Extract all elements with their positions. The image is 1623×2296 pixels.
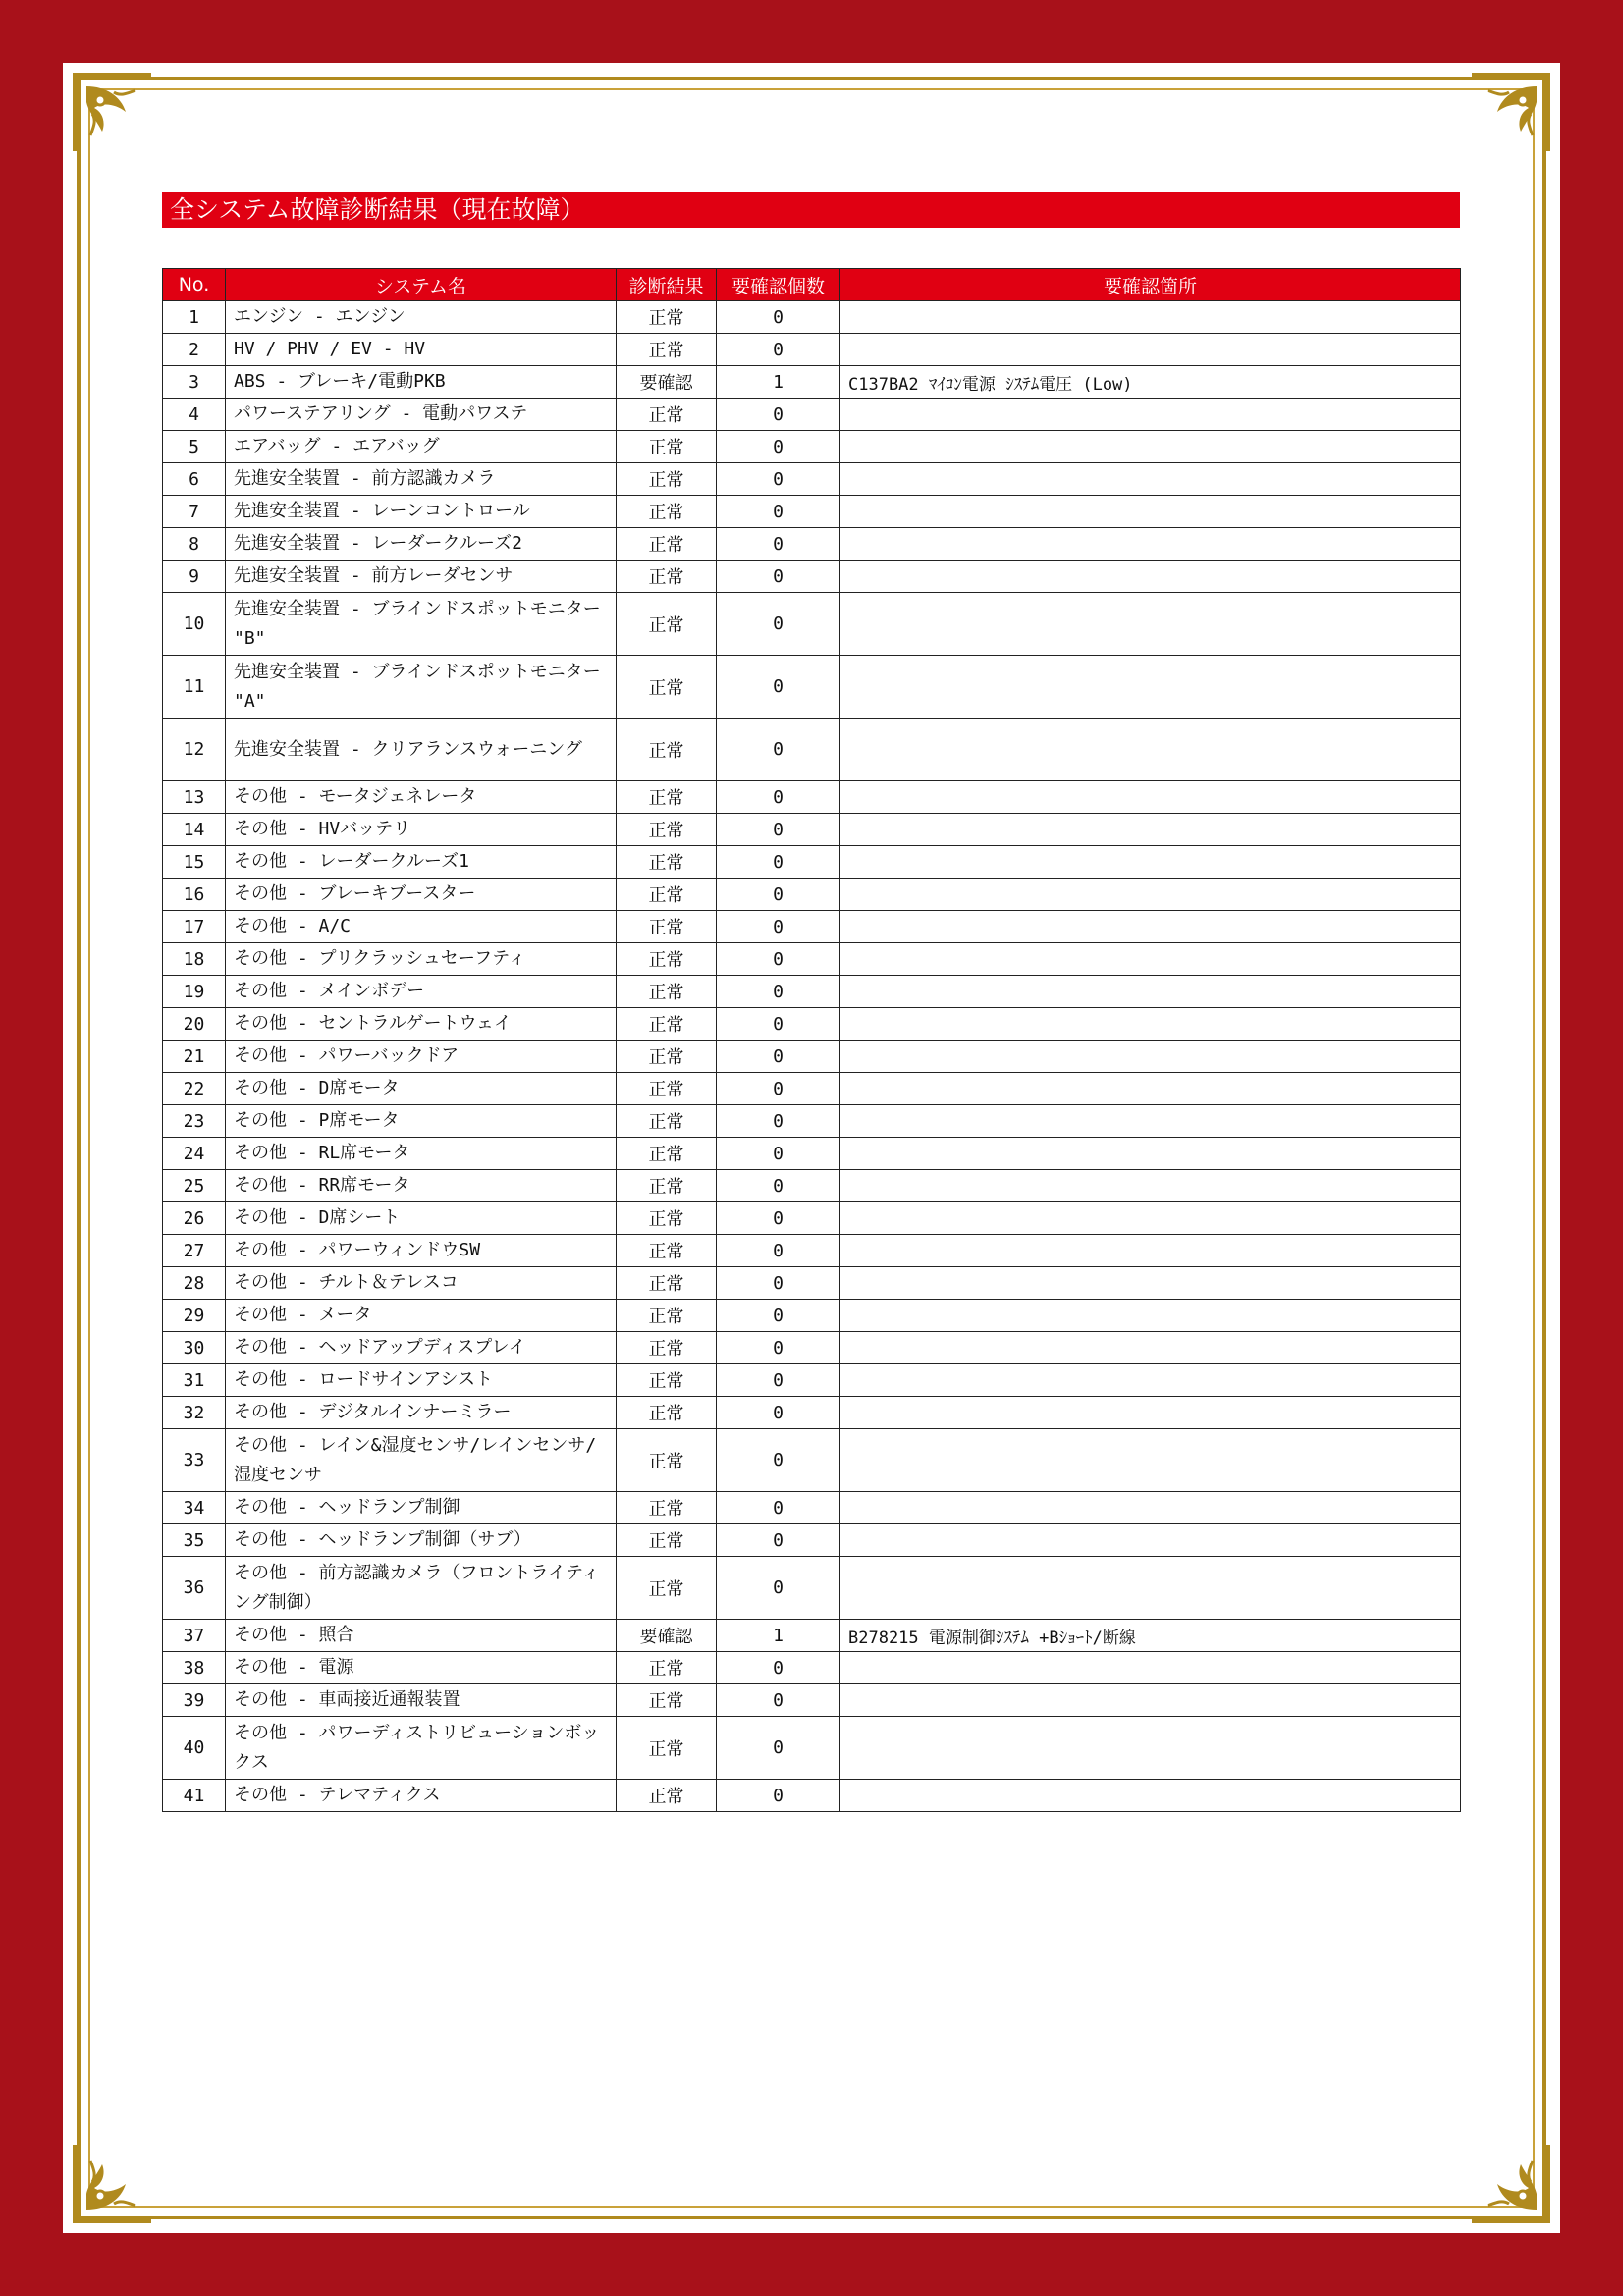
row-check-count: 0 — [717, 1235, 840, 1267]
row-check-count: 0 — [717, 1008, 840, 1041]
row-check-detail — [840, 1524, 1461, 1557]
table-row — [163, 879, 1461, 911]
row-check-detail — [840, 593, 1461, 656]
table-row — [163, 301, 1461, 334]
row-no: 37 — [163, 1620, 226, 1652]
row-check-count: 0 — [717, 719, 840, 781]
table-row — [163, 719, 1461, 781]
row-check-detail: C137BA2 ﾏｲｺﾝ電源 ｼｽﾃﾑ電圧 (Low) — [840, 366, 1461, 399]
table-row — [163, 1041, 1461, 1073]
row-check-detail — [840, 1364, 1461, 1397]
row-no: 31 — [163, 1364, 226, 1397]
row-no: 8 — [163, 528, 226, 561]
row-diagnosis-result: 正常 — [617, 1429, 717, 1492]
row-no: 17 — [163, 911, 226, 943]
row-diagnosis-result: 正常 — [617, 1138, 717, 1170]
row-diagnosis-result: 正常 — [617, 1524, 717, 1557]
diagnosis-table — [162, 268, 1461, 1812]
row-check-count: 0 — [717, 593, 840, 656]
row-diagnosis-result: 正常 — [617, 1332, 717, 1364]
table-row — [163, 1364, 1461, 1397]
row-check-detail — [840, 463, 1461, 496]
row-check-count: 0 — [717, 1557, 840, 1620]
row-system-name: 先進安全装置 - レーダークルーズ2 — [226, 528, 617, 561]
row-check-detail — [840, 943, 1461, 976]
row-check-detail — [840, 1332, 1461, 1364]
table-row — [163, 1620, 1461, 1652]
row-check-detail — [840, 1492, 1461, 1524]
table-row — [163, 1780, 1461, 1812]
row-check-count: 0 — [717, 463, 840, 496]
row-check-count: 0 — [717, 431, 840, 463]
row-no: 27 — [163, 1235, 226, 1267]
row-check-count: 0 — [717, 846, 840, 879]
row-check-detail — [840, 1073, 1461, 1105]
row-system-name: その他 - 前方認識カメラ（フロントライティング制御） — [226, 1557, 617, 1620]
row-check-count: 0 — [717, 1073, 840, 1105]
header-no: No. — [163, 269, 226, 301]
row-no: 28 — [163, 1267, 226, 1300]
row-system-name: その他 - レイン&湿度センサ/レインセンサ/湿度センサ — [226, 1429, 617, 1492]
row-check-count: 0 — [717, 1524, 840, 1557]
row-check-count: 0 — [717, 496, 840, 528]
ornament-corner-icon — [67, 67, 157, 157]
table-row — [163, 496, 1461, 528]
row-check-count: 0 — [717, 334, 840, 366]
table-row — [163, 846, 1461, 879]
table-row — [163, 528, 1461, 561]
row-no: 32 — [163, 1397, 226, 1429]
row-system-name: その他 - レーダークルーズ1 — [226, 846, 617, 879]
row-no: 11 — [163, 656, 226, 719]
row-diagnosis-result: 正常 — [617, 1300, 717, 1332]
row-no: 24 — [163, 1138, 226, 1170]
row-diagnosis-result: 正常 — [617, 1717, 717, 1780]
row-system-name: その他 - D席モータ — [226, 1073, 617, 1105]
table-row — [163, 1524, 1461, 1557]
row-check-detail — [840, 528, 1461, 561]
row-system-name: その他 - パワーバックドア — [226, 1041, 617, 1073]
row-check-count: 0 — [717, 814, 840, 846]
row-no: 5 — [163, 431, 226, 463]
row-no: 20 — [163, 1008, 226, 1041]
row-system-name: その他 - ヘッドアップディスプレイ — [226, 1332, 617, 1364]
row-no: 29 — [163, 1300, 226, 1332]
ornament-corner-icon — [67, 2139, 157, 2229]
row-check-detail — [840, 1235, 1461, 1267]
row-diagnosis-result: 正常 — [617, 399, 717, 431]
row-diagnosis-result: 正常 — [617, 561, 717, 593]
row-system-name: その他 - メータ — [226, 1300, 617, 1332]
table-row — [163, 1267, 1461, 1300]
row-check-detail: B278215 電源制御ｼｽﾃﾑ +Bｼｮｰﾄ/断線 — [840, 1620, 1461, 1652]
row-diagnosis-result: 正常 — [617, 528, 717, 561]
table-row — [163, 781, 1461, 814]
table-row — [163, 976, 1461, 1008]
row-diagnosis-result: 正常 — [617, 1364, 717, 1397]
row-check-count: 0 — [717, 976, 840, 1008]
row-system-name: その他 - D席シート — [226, 1202, 617, 1235]
report-page — [63, 63, 1560, 2233]
table-row — [163, 1105, 1461, 1138]
row-diagnosis-result: 正常 — [617, 781, 717, 814]
table-row — [163, 1652, 1461, 1684]
row-diagnosis-result: 正常 — [617, 593, 717, 656]
table-row — [163, 1300, 1461, 1332]
row-no: 30 — [163, 1332, 226, 1364]
row-diagnosis-result: 正常 — [617, 301, 717, 334]
row-check-count: 0 — [717, 1429, 840, 1492]
row-system-name: その他 - パワーディストリビューションボックス — [226, 1717, 617, 1780]
row-system-name: その他 - テレマティクス — [226, 1780, 617, 1812]
table-row — [163, 1684, 1461, 1717]
row-check-count: 0 — [717, 879, 840, 911]
table-row — [163, 1557, 1461, 1620]
row-no: 2 — [163, 334, 226, 366]
row-no: 6 — [163, 463, 226, 496]
row-system-name: その他 - セントラルゲートウェイ — [226, 1008, 617, 1041]
row-check-detail — [840, 1684, 1461, 1717]
row-diagnosis-result: 正常 — [617, 943, 717, 976]
row-system-name: その他 - メインボデー — [226, 976, 617, 1008]
table-row — [163, 1170, 1461, 1202]
table-row — [163, 334, 1461, 366]
table-row — [163, 1008, 1461, 1041]
row-system-name: 先進安全装置 - レーンコントロール — [226, 496, 617, 528]
row-check-detail — [840, 1267, 1461, 1300]
row-diagnosis-result: 正常 — [617, 846, 717, 879]
row-check-count: 0 — [717, 1041, 840, 1073]
table-row — [163, 943, 1461, 976]
table-row — [163, 1429, 1461, 1492]
row-system-name: パワーステアリング - 電動パワステ — [226, 399, 617, 431]
row-check-count: 0 — [717, 301, 840, 334]
row-no: 19 — [163, 976, 226, 1008]
row-system-name: その他 - 照合 — [226, 1620, 617, 1652]
row-check-detail — [840, 399, 1461, 431]
row-system-name: その他 - RL席モータ — [226, 1138, 617, 1170]
row-check-detail — [840, 334, 1461, 366]
row-diagnosis-result: 正常 — [617, 463, 717, 496]
table-row — [163, 1397, 1461, 1429]
table-header-row — [163, 269, 1461, 301]
row-check-count: 0 — [717, 1364, 840, 1397]
row-check-count: 0 — [717, 781, 840, 814]
row-check-count: 0 — [717, 1300, 840, 1332]
row-diagnosis-result: 要確認 — [617, 1620, 717, 1652]
header-count: 要確認個数 — [717, 269, 840, 301]
row-system-name: 先進安全装置 - 前方認識カメラ — [226, 463, 617, 496]
row-check-count: 0 — [717, 1652, 840, 1684]
row-diagnosis-result: 正常 — [617, 1170, 717, 1202]
ornament-corner-icon — [1466, 67, 1556, 157]
header-system: システム名 — [226, 269, 617, 301]
row-check-detail — [840, 656, 1461, 719]
row-diagnosis-result: 正常 — [617, 976, 717, 1008]
row-check-detail — [840, 719, 1461, 781]
table-row — [163, 463, 1461, 496]
table-row — [163, 1717, 1461, 1780]
row-no: 26 — [163, 1202, 226, 1235]
row-diagnosis-result: 正常 — [617, 1105, 717, 1138]
row-system-name: エアバッグ - エアバッグ — [226, 431, 617, 463]
row-no: 3 — [163, 366, 226, 399]
row-check-count: 0 — [717, 943, 840, 976]
row-check-count: 0 — [717, 911, 840, 943]
row-no: 35 — [163, 1524, 226, 1557]
row-system-name: その他 - A/C — [226, 911, 617, 943]
table-row — [163, 1332, 1461, 1364]
table-row — [163, 399, 1461, 431]
row-no: 25 — [163, 1170, 226, 1202]
row-system-name: HV / PHV / EV - HV — [226, 334, 617, 366]
row-diagnosis-result: 正常 — [617, 1780, 717, 1812]
row-check-count: 1 — [717, 366, 840, 399]
row-no: 15 — [163, 846, 226, 879]
row-system-name: その他 - 電源 — [226, 1652, 617, 1684]
row-system-name: ABS - ブレーキ/電動PKB — [226, 366, 617, 399]
row-check-detail — [840, 1105, 1461, 1138]
row-no: 1 — [163, 301, 226, 334]
row-check-count: 0 — [717, 1492, 840, 1524]
row-system-name: エンジン - エンジン — [226, 301, 617, 334]
row-check-count: 0 — [717, 399, 840, 431]
row-system-name: 先進安全装置 - ブラインドスポットモニター "B" — [226, 593, 617, 656]
row-check-count: 0 — [717, 1684, 840, 1717]
row-no: 9 — [163, 561, 226, 593]
row-check-detail — [840, 1557, 1461, 1620]
table-row — [163, 814, 1461, 846]
row-check-detail — [840, 1300, 1461, 1332]
row-system-name: その他 - HVバッテリ — [226, 814, 617, 846]
row-no: 14 — [163, 814, 226, 846]
table-row — [163, 431, 1461, 463]
row-no: 12 — [163, 719, 226, 781]
row-system-name: 先進安全装置 - 前方レーダセンサ — [226, 561, 617, 593]
row-no: 18 — [163, 943, 226, 976]
row-check-detail — [840, 561, 1461, 593]
row-no: 40 — [163, 1717, 226, 1780]
row-check-count: 0 — [717, 1138, 840, 1170]
row-diagnosis-result: 正常 — [617, 1073, 717, 1105]
section-title: 全システム故障診断結果（現在故障） — [162, 192, 1460, 228]
row-check-detail — [840, 879, 1461, 911]
row-no: 33 — [163, 1429, 226, 1492]
row-check-count: 0 — [717, 656, 840, 719]
table-row — [163, 593, 1461, 656]
row-diagnosis-result: 正常 — [617, 879, 717, 911]
row-system-name: その他 - P席モータ — [226, 1105, 617, 1138]
row-check-count: 1 — [717, 1620, 840, 1652]
table-row — [163, 656, 1461, 719]
table-row — [163, 1073, 1461, 1105]
row-diagnosis-result: 正常 — [617, 431, 717, 463]
row-diagnosis-result: 正常 — [617, 656, 717, 719]
row-system-name: その他 - ヘッドランプ制御 — [226, 1492, 617, 1524]
row-check-detail — [840, 1138, 1461, 1170]
row-check-count: 0 — [717, 1170, 840, 1202]
row-no: 16 — [163, 879, 226, 911]
header-result: 診断結果 — [617, 269, 717, 301]
table-row — [163, 561, 1461, 593]
row-no: 23 — [163, 1105, 226, 1138]
row-check-detail — [840, 781, 1461, 814]
row-check-detail — [840, 1717, 1461, 1780]
row-no: 36 — [163, 1557, 226, 1620]
row-diagnosis-result: 正常 — [617, 1041, 717, 1073]
row-check-detail — [840, 1780, 1461, 1812]
row-system-name: その他 - チルト＆テレスコ — [226, 1267, 617, 1300]
row-check-detail — [840, 1041, 1461, 1073]
row-check-detail — [840, 976, 1461, 1008]
row-check-count: 0 — [717, 528, 840, 561]
row-diagnosis-result: 正常 — [617, 911, 717, 943]
table-row — [163, 366, 1461, 399]
row-check-detail — [840, 846, 1461, 879]
row-check-detail — [840, 301, 1461, 334]
row-diagnosis-result: 正常 — [617, 1492, 717, 1524]
row-system-name: その他 - ロードサインアシスト — [226, 1364, 617, 1397]
row-system-name: その他 - パワーウィンドウSW — [226, 1235, 617, 1267]
table-row — [163, 1235, 1461, 1267]
ornament-corner-icon — [1466, 2139, 1556, 2229]
row-check-count: 0 — [717, 561, 840, 593]
row-no: 39 — [163, 1684, 226, 1717]
table-row — [163, 1202, 1461, 1235]
row-diagnosis-result: 正常 — [617, 1008, 717, 1041]
row-check-detail — [840, 1202, 1461, 1235]
row-check-detail — [840, 1008, 1461, 1041]
header-detail: 要確認箇所 — [840, 269, 1461, 301]
row-system-name: その他 - モータジェネレータ — [226, 781, 617, 814]
row-system-name: その他 - ブレーキブースター — [226, 879, 617, 911]
row-diagnosis-result: 正常 — [617, 496, 717, 528]
row-check-detail — [840, 911, 1461, 943]
row-diagnosis-result: 正常 — [617, 1652, 717, 1684]
row-no: 22 — [163, 1073, 226, 1105]
row-check-detail — [840, 1652, 1461, 1684]
table-row — [163, 911, 1461, 943]
row-check-count: 0 — [717, 1105, 840, 1138]
row-check-count: 0 — [717, 1717, 840, 1780]
row-check-count: 0 — [717, 1267, 840, 1300]
row-system-name: その他 - 車両接近通報装置 — [226, 1684, 617, 1717]
row-check-detail — [840, 1170, 1461, 1202]
row-diagnosis-result: 正常 — [617, 334, 717, 366]
row-no: 13 — [163, 781, 226, 814]
row-no: 7 — [163, 496, 226, 528]
row-check-detail — [840, 496, 1461, 528]
row-diagnosis-result: 正常 — [617, 1557, 717, 1620]
row-diagnosis-result: 正常 — [617, 719, 717, 781]
row-no: 10 — [163, 593, 226, 656]
row-no: 4 — [163, 399, 226, 431]
row-no: 41 — [163, 1780, 226, 1812]
row-no: 21 — [163, 1041, 226, 1073]
row-diagnosis-result: 正常 — [617, 1267, 717, 1300]
row-system-name: その他 - RR席モータ — [226, 1170, 617, 1202]
table-row — [163, 1492, 1461, 1524]
row-check-detail — [840, 431, 1461, 463]
table-body — [163, 301, 1461, 1812]
row-system-name: その他 - プリクラッシュセーフティ — [226, 943, 617, 976]
row-diagnosis-result: 正常 — [617, 1235, 717, 1267]
row-check-detail — [840, 1429, 1461, 1492]
row-check-detail — [840, 814, 1461, 846]
table-row — [163, 1138, 1461, 1170]
row-system-name: 先進安全装置 - ブラインドスポットモニター "A" — [226, 656, 617, 719]
row-system-name: 先進安全装置 - クリアランスウォーニング — [226, 719, 617, 781]
row-check-count: 0 — [717, 1780, 840, 1812]
row-diagnosis-result: 要確認 — [617, 366, 717, 399]
row-check-count: 0 — [717, 1202, 840, 1235]
row-diagnosis-result: 正常 — [617, 1202, 717, 1235]
row-system-name: その他 - ヘッドランプ制御（サブ） — [226, 1524, 617, 1557]
row-check-count: 0 — [717, 1332, 840, 1364]
row-diagnosis-result: 正常 — [617, 1397, 717, 1429]
row-diagnosis-result: 正常 — [617, 1684, 717, 1717]
row-check-count: 0 — [717, 1397, 840, 1429]
row-no: 38 — [163, 1652, 226, 1684]
row-diagnosis-result: 正常 — [617, 814, 717, 846]
row-no: 34 — [163, 1492, 226, 1524]
row-system-name: その他 - デジタルインナーミラー — [226, 1397, 617, 1429]
row-check-detail — [840, 1397, 1461, 1429]
